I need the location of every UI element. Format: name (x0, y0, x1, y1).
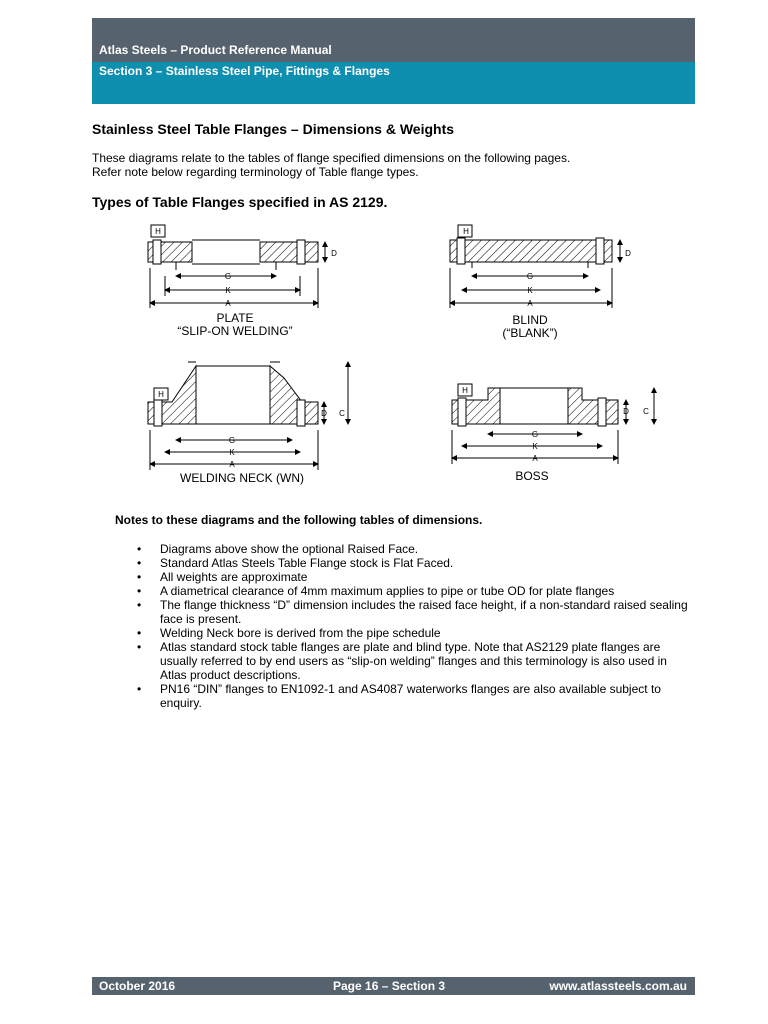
list-item: • All weights are approximate (115, 570, 695, 584)
footer-page: Page 16 – Section 3 (333, 979, 446, 993)
page-title: Stainless Steel Table Flanges – Dimensions & Weights (92, 121, 455, 137)
list-item: • Welding Neck bore is derived from the pipe schedule (115, 626, 695, 640)
intro-line-1: These diagrams relate to the tables of flange specified dimensions on the following pages. (92, 151, 571, 165)
list-item: • A diametrical clearance of 4mm maximum applies to pipe or tube OD for plate flanges (115, 584, 695, 598)
welding-neck-flange-drawing (148, 362, 348, 470)
footer-url: www.atlassteels.com.au (549, 979, 687, 993)
plate-caption-line-2: “SLIP-ON WELDING” (177, 324, 293, 338)
plate-flange-drawing (148, 225, 325, 308)
blind-flange-drawing (450, 225, 620, 308)
blind-caption-line-1: BLIND (512, 313, 548, 327)
blind-caption (460, 314, 600, 340)
list-item: • PN16 “DIN” flanges to EN1092-1 and AS4087 waterworks flanges are also available subject to enquiry. (115, 682, 695, 710)
boss-dim-h: H (462, 386, 468, 395)
boss-dim-k: K (532, 442, 538, 451)
boss-flange-drawing (452, 384, 654, 464)
flange-types-heading: Types of Table Flanges specified in AS 2129. (92, 194, 388, 210)
plate-dim-h: H (155, 227, 161, 236)
list-item: • The flange thickness “D” dimension includes the raised face height, if a non-standard raised sealing face is present. (115, 598, 695, 626)
plate-dim-g: G (224, 272, 232, 281)
boss-dim-c: C (643, 407, 649, 416)
blind-dim-k: K (527, 286, 533, 295)
blind-dim-h: H (463, 227, 469, 236)
boss-dim-a: A (532, 454, 538, 463)
blind-dim-a: A (527, 299, 533, 308)
notes-title: Notes to these diagrams and the following tables of dimensions. (115, 513, 483, 527)
plate-dim-d: D (331, 249, 337, 258)
blind-dim-d: D (625, 249, 631, 258)
list-item: • Diagrams above show the optional Raised Face. (115, 542, 695, 556)
blind-dim-g: G (526, 272, 534, 281)
plate-caption-line-1: PLATE (216, 311, 254, 325)
notes-list (115, 542, 695, 710)
wn-dim-k: K (229, 448, 235, 457)
boss-dim-g: G (531, 430, 539, 439)
intro-line-2: Refer note below regarding terminology of Table flange types. (92, 165, 419, 179)
plate-dim-k: K (225, 286, 231, 295)
wn-dim-g: G (228, 436, 236, 445)
plate-caption (150, 312, 320, 338)
wn-dim-h: H (158, 390, 164, 399)
wn-dim-a: A (229, 460, 235, 469)
plate-dim-a: A (225, 299, 231, 308)
list-item: • Standard Atlas Steels Table Flange stock is Flat Faced. (115, 556, 695, 570)
boss-dim-d: D (623, 407, 629, 416)
blind-caption-line-2: (“BLANK”) (502, 326, 558, 340)
list-item: • Atlas standard stock table flanges are plate and blind type. Note that AS2129 plate flanges are usually referred to by end users as “slip-on welding” flanges and this terminology is also used in Atlas product descriptions. (115, 640, 695, 682)
wn-dim-d: D (321, 409, 327, 418)
wn-dim-c: C (339, 409, 345, 418)
page-footer (92, 977, 695, 995)
welding-neck-caption: WELDING NECK (WN) (180, 471, 304, 485)
footer-date: October 2016 (99, 979, 176, 993)
boss-caption: BOSS (515, 469, 549, 483)
manual-title: Atlas Steels – Product Reference Manual (92, 18, 695, 62)
section-title: Section 3 – Stainless Steel Pipe, Fittings & Flanges (92, 62, 695, 104)
